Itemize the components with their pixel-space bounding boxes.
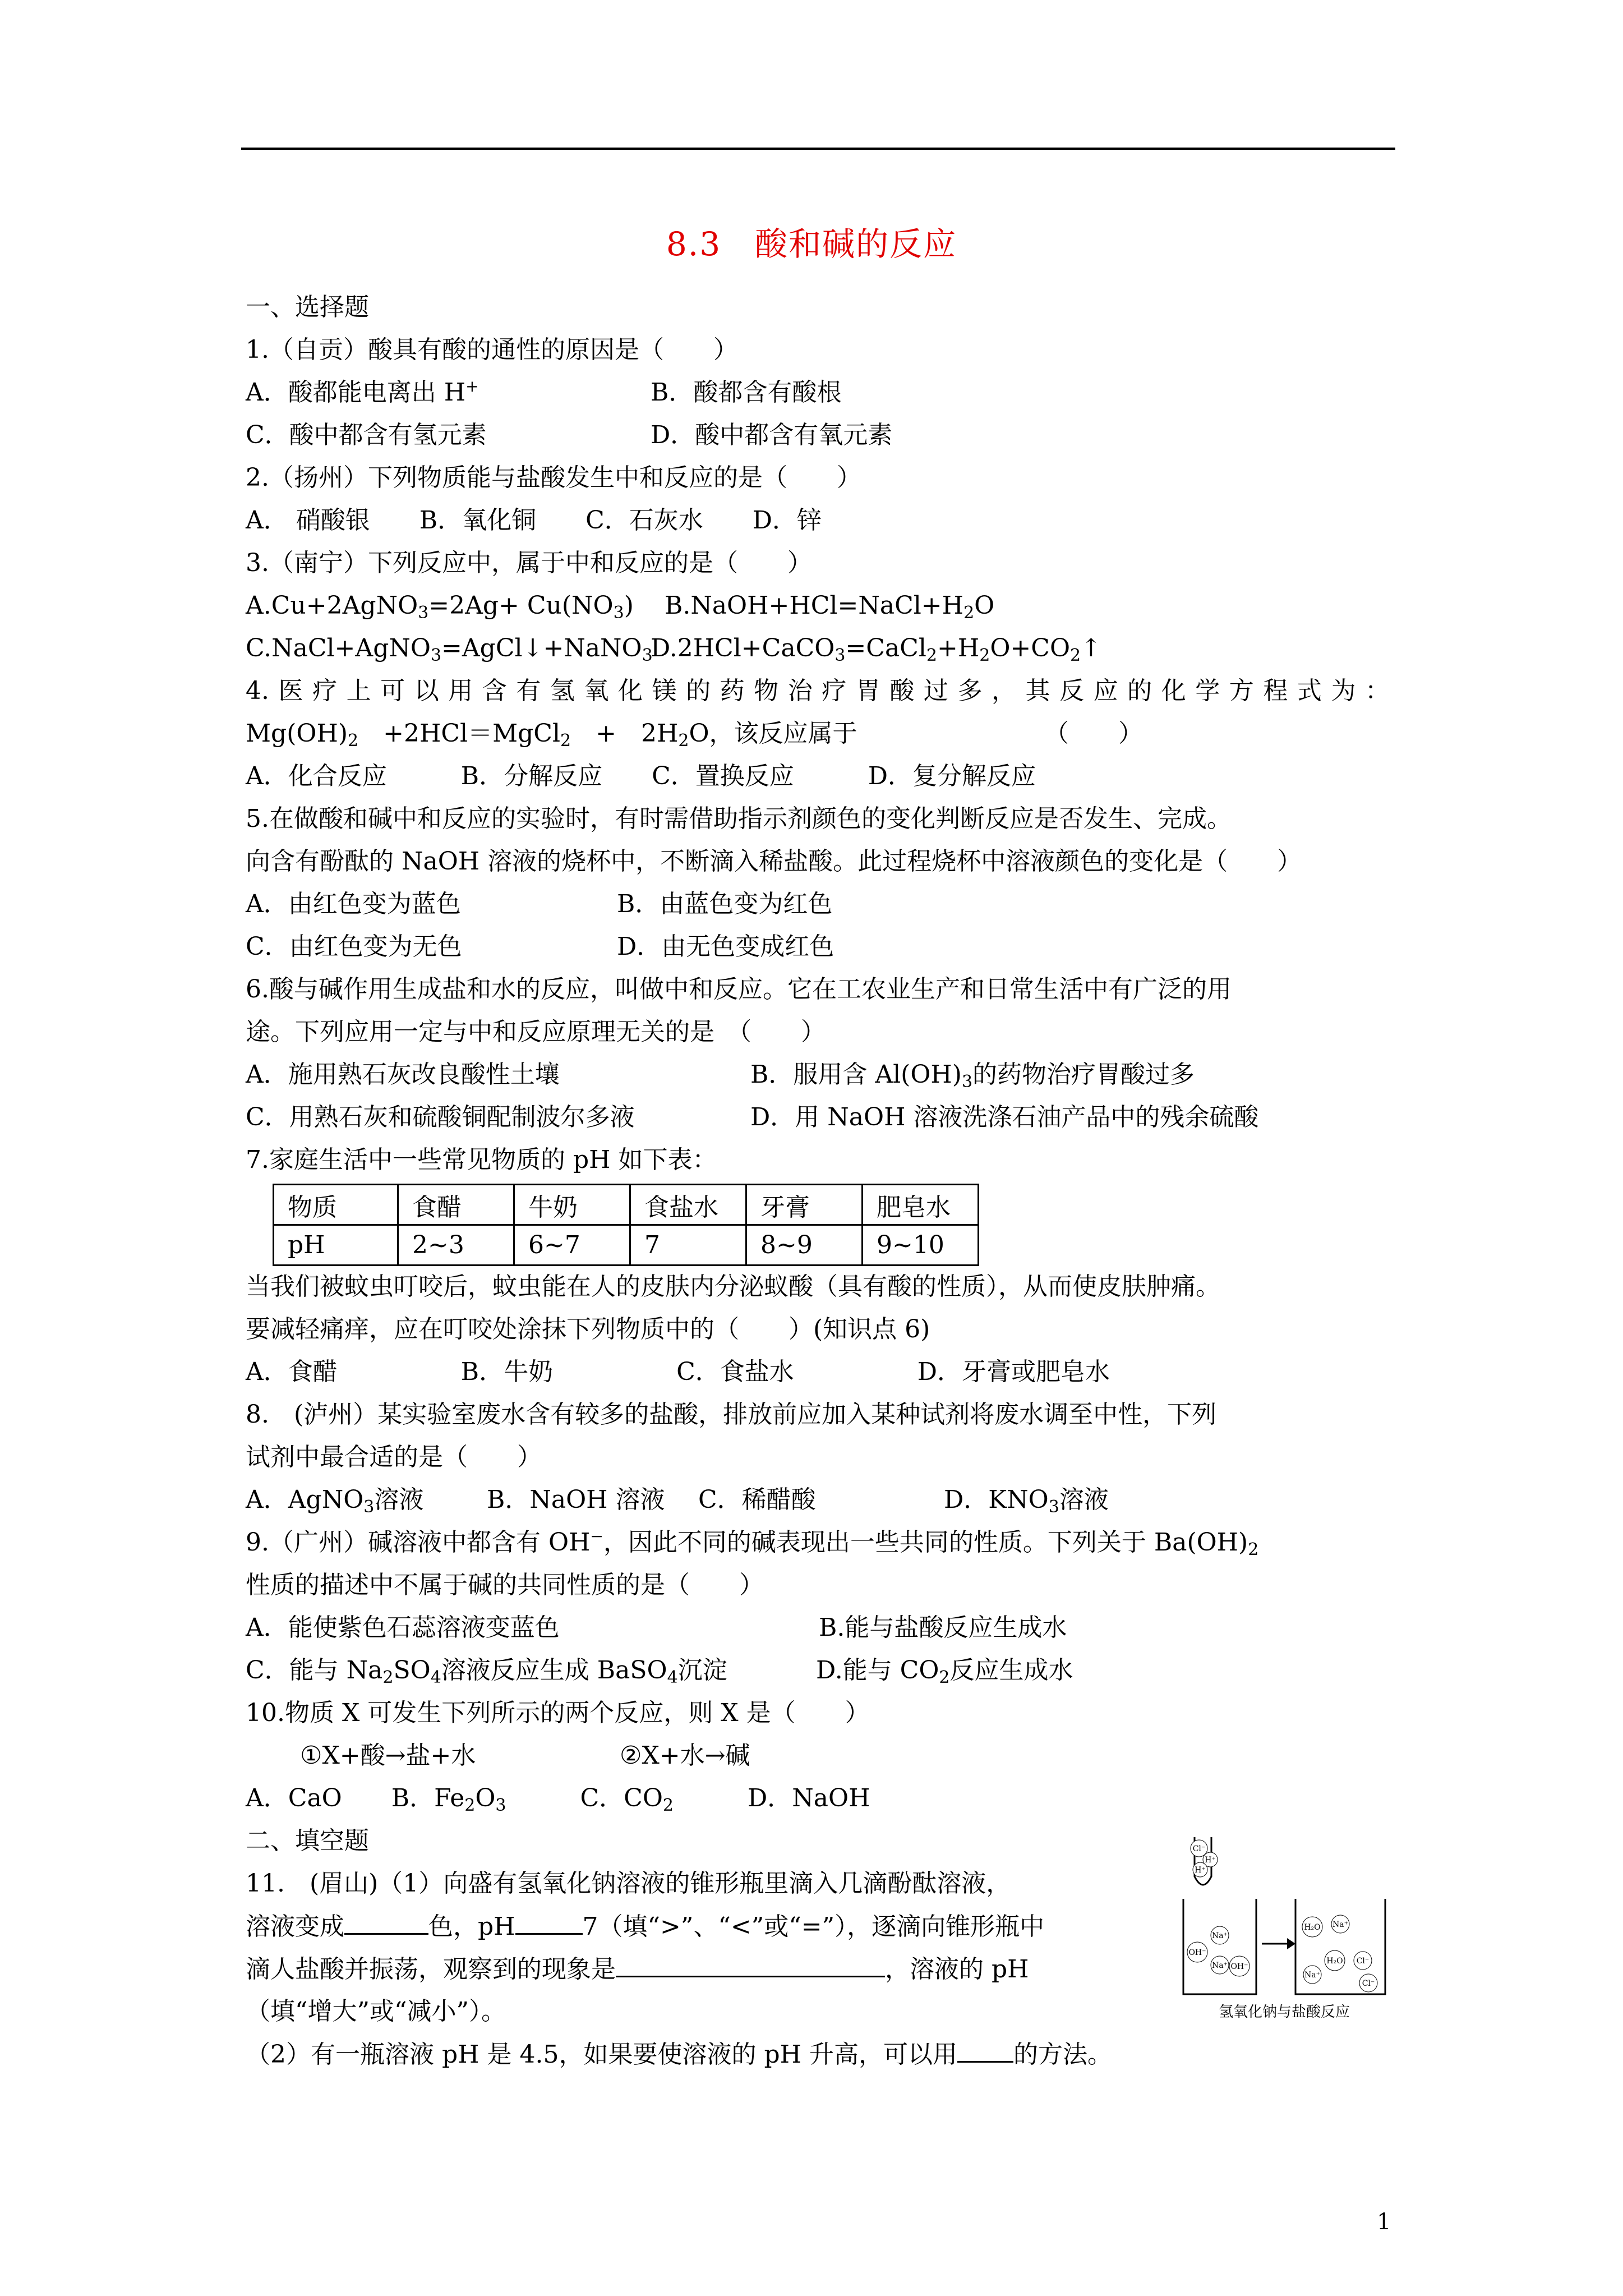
- table-cell: 2~3: [398, 1225, 514, 1266]
- ion-label: H⁺: [1205, 1856, 1216, 1865]
- table-cell: 9~10: [863, 1225, 979, 1266]
- q8-option-c: C．稀醋酸: [698, 1485, 816, 1514]
- table-cell: 食盐水: [630, 1185, 746, 1225]
- question-11-line-4: （填“增大”或“减小”）。: [246, 1997, 506, 2026]
- page-title: 8.3 酸和碱的反应: [666, 225, 957, 263]
- table-cell: 7: [630, 1225, 746, 1266]
- q4-options: A．化合反应 B．分解反应 C．置换反应 D．复分解反应: [246, 762, 1036, 790]
- q1-option-b: B．酸都含有酸根: [651, 378, 842, 407]
- q1-option-d: D．酸中都含有氧元素: [651, 421, 893, 449]
- q3-option-c: C.NaCl+AgNO$_3$=AgCl↓+NaNO$_3$: [246, 634, 653, 665]
- question-8-line-2: 试剂中最合适的是（ ）: [246, 1443, 542, 1471]
- q5-option-d: D．由无色变成红色: [617, 932, 834, 961]
- q3-option-a: A.Cu+2AgNO$_3$=2Ag+ $Cu(NO_3)$: [246, 591, 634, 623]
- question-7-line-2: 要减轻痛痒，应在叮咬处涂抹下列物质中的（ ）(知识点 6): [246, 1315, 930, 1343]
- figure-caption: 氢氧化钠与盐酸反应: [1218, 2004, 1350, 2021]
- ion-label: Cl⁻: [1356, 1957, 1370, 1966]
- q10-options: A．CaO B．$Fe_2O_3$ C．$CO_2$ D．NaOH: [246, 1784, 870, 1815]
- table-cell: 物质: [274, 1185, 398, 1225]
- question-5-line-2: 向含有酚酞的 NaOH 溶液的烧杯中，不断滴入稀盐酸。此过程烧杯中溶液颜色的变化是（ ）: [246, 847, 1302, 876]
- ion-label: OH⁻: [1188, 1948, 1206, 1957]
- q1-option-c: C．酸中都含有氢元素: [246, 421, 487, 449]
- question-11-line-2: 溶液变成 色，pH 7（填“>”、“<”或“=”），逐滴向锥形瓶中: [246, 1911, 1044, 1943]
- ion-label: Cl⁻: [1362, 1979, 1375, 1988]
- section-heading: 二、填空题: [246, 1826, 369, 1855]
- answer-blank[interactable]: [344, 1911, 428, 1935]
- table-cell: 牛奶: [514, 1185, 630, 1225]
- q4-equation: $Mg(OH)_2$ +2HCl＝MgCl$_2$ + $2H_2O$，该反应属于: [246, 719, 857, 751]
- ion-label: OH⁻: [1230, 1962, 1248, 1971]
- q9-option-a: A．能使紫色石蕊溶液变蓝色: [246, 1613, 560, 1642]
- table-cell: 肥皂水: [863, 1185, 979, 1225]
- neutralization-diagram: [1178, 1832, 1391, 2033]
- page-number: 1: [1377, 2209, 1391, 2235]
- answer-blank[interactable]: [616, 1953, 885, 1977]
- ion-label: Na⁺: [1212, 1931, 1228, 1940]
- table-cell: 8~9: [746, 1225, 863, 1266]
- question-8-line-1: 8. (泸州）某实验室废水含有较多的盐酸，排放前应加入某种试剂将废水调至中性，下列: [246, 1400, 1217, 1429]
- question-9-line-1: 9.（广州）碱溶液中都含有 OH−，因此不同的碱表现出一些共同的性质。下列关于 $Ba(OH)_2$: [246, 1527, 1259, 1559]
- table-cell: 6~7: [514, 1225, 630, 1266]
- ion-label: Cl⁻: [1192, 1844, 1206, 1853]
- q6-option-a: A．施用熟石灰改良酸性土壤: [246, 1060, 560, 1089]
- question-1-stem: 1.（自贡）酸具有酸的通性的原因是（ ）: [246, 335, 738, 364]
- question-3-stem: 3.（南宁）下列反应中，属于中和反应的是（ ）: [246, 549, 812, 577]
- header-rule: [241, 148, 1395, 150]
- q4-answer-paren: （ ）: [1044, 719, 1143, 748]
- q8-option-d: D．$KNO_3$溶液: [944, 1485, 1109, 1517]
- question-7-stem: 7.家庭生活中一些常见物质的 pH 如下表：: [246, 1145, 717, 1174]
- table-row: [274, 1225, 979, 1266]
- q9-option-b: B.能与盐酸反应生成水: [819, 1613, 1067, 1642]
- question-11-line-1: 11. (眉山)（1）向盛有氢氧化钠溶液的锥形瓶里滴入几滴酚酞溶液，: [246, 1869, 1011, 1898]
- ion-label: Na⁺: [1304, 1971, 1320, 1980]
- q3-option-b: $B.NaOH+HCl=NaCl+H_2O$: [665, 591, 995, 623]
- question-9-line-2: 性质的描述中不属于碱的共同性质的是（ ）: [246, 1571, 764, 1599]
- question-11-line-3: 滴人盐酸并振荡，观察到的现象是 ，溶液的 pH: [246, 1953, 1029, 1985]
- q9-option-d: D.能与 $CO_2$反应生成水: [816, 1656, 1073, 1687]
- ion-label: H₂O: [1304, 1923, 1321, 1932]
- ion-label: H₂O: [1326, 1957, 1343, 1966]
- answer-blank[interactable]: [957, 2039, 1013, 2063]
- question-4-stem: 4.医疗上可以用含有氢氧化镁的药物治疗胃酸过多，其反应的化学方程式为：: [246, 677, 1390, 705]
- ion-label: H⁺: [1195, 1866, 1206, 1875]
- question-6-line-2: 途。下列应用一定与中和反应原理无关的是 （ ）: [246, 1018, 826, 1046]
- question-11-line-5: （2）有一瓶溶液 pH 是 4.5，如果要使溶液的 pH 升高，可以用 的方法。: [246, 2039, 1112, 2070]
- question-10-stem: 10.物质 X 可发生下列所示的两个反应，则 X 是（ ）: [246, 1699, 870, 1727]
- q10-reaction-1: ①X+酸→盐+水: [300, 1741, 476, 1770]
- question-7-line-1: 当我们被蚊虫叮咬后，蚊虫能在人的皮肤内分泌蚁酸（具有酸的性质），从而使皮肤肿痛。: [246, 1272, 1220, 1301]
- question-2-stem: 2.（扬州）下列物质能与盐酸发生中和反应的是（ ）: [246, 463, 861, 492]
- table-cell: 牙膏: [746, 1185, 863, 1225]
- q1-option-a: A．酸都能电离出 H+: [246, 377, 479, 407]
- q3-option-d: $D.2HCl+CaCO_3=CaCl_2+H_2O+CO_2↑$: [651, 634, 1102, 665]
- q2-options: A． 硝酸银 B．氧化铜 C．石灰水 D．锌: [246, 506, 822, 535]
- q10-reaction-2: ②X+水→碱: [620, 1741, 750, 1770]
- table-row: [274, 1185, 979, 1225]
- q7-options: A．食醋 B．牛奶 C．食盐水 D．牙膏或肥皂水: [246, 1358, 1110, 1386]
- ph-table: [273, 1184, 979, 1266]
- q5-option-a: A．由红色变为蓝色: [246, 890, 461, 918]
- q6-option-d: D．用 NaOH 溶液洗涤石油产品中的残余硫酸: [750, 1103, 1259, 1131]
- answer-blank[interactable]: [515, 1911, 583, 1935]
- table-cell: 食醋: [398, 1185, 514, 1225]
- section-heading: 一、选择题: [246, 293, 369, 321]
- q5-option-b: B．由蓝色变为红色: [617, 890, 833, 918]
- q5-option-c: C．由红色变为无色: [246, 932, 462, 961]
- ion-label: Na⁺: [1332, 1920, 1348, 1929]
- question-6-line-1: 6.酸与碱作用生成盐和水的反应，叫做中和反应。它在工农业生产和日常生活中有广泛的用: [246, 975, 1232, 1004]
- q8-option-b: B．NaOH 溶液: [487, 1485, 665, 1514]
- table-cell: pH: [274, 1225, 398, 1266]
- question-5-line-1: 5.在做酸和碱中和反应的实验时，有时需借助指示剂颜色的变化判断反应是否发生、完成。: [246, 804, 1232, 833]
- q8-option-a: A．AgNO$_3$溶液: [246, 1485, 424, 1517]
- q6-option-b: B．服用含 $Al(OH)_3$的药物治疗胃酸过多: [750, 1060, 1195, 1092]
- q6-option-c: C．用熟石灰和硫酸铜配制波尔多液: [246, 1103, 635, 1131]
- q9-option-c: C．能与 $Na_2SO_4$溶液反应生成 BaSO$_4$沉淀: [246, 1656, 727, 1687]
- ion-label: Na⁺: [1212, 1961, 1228, 1970]
